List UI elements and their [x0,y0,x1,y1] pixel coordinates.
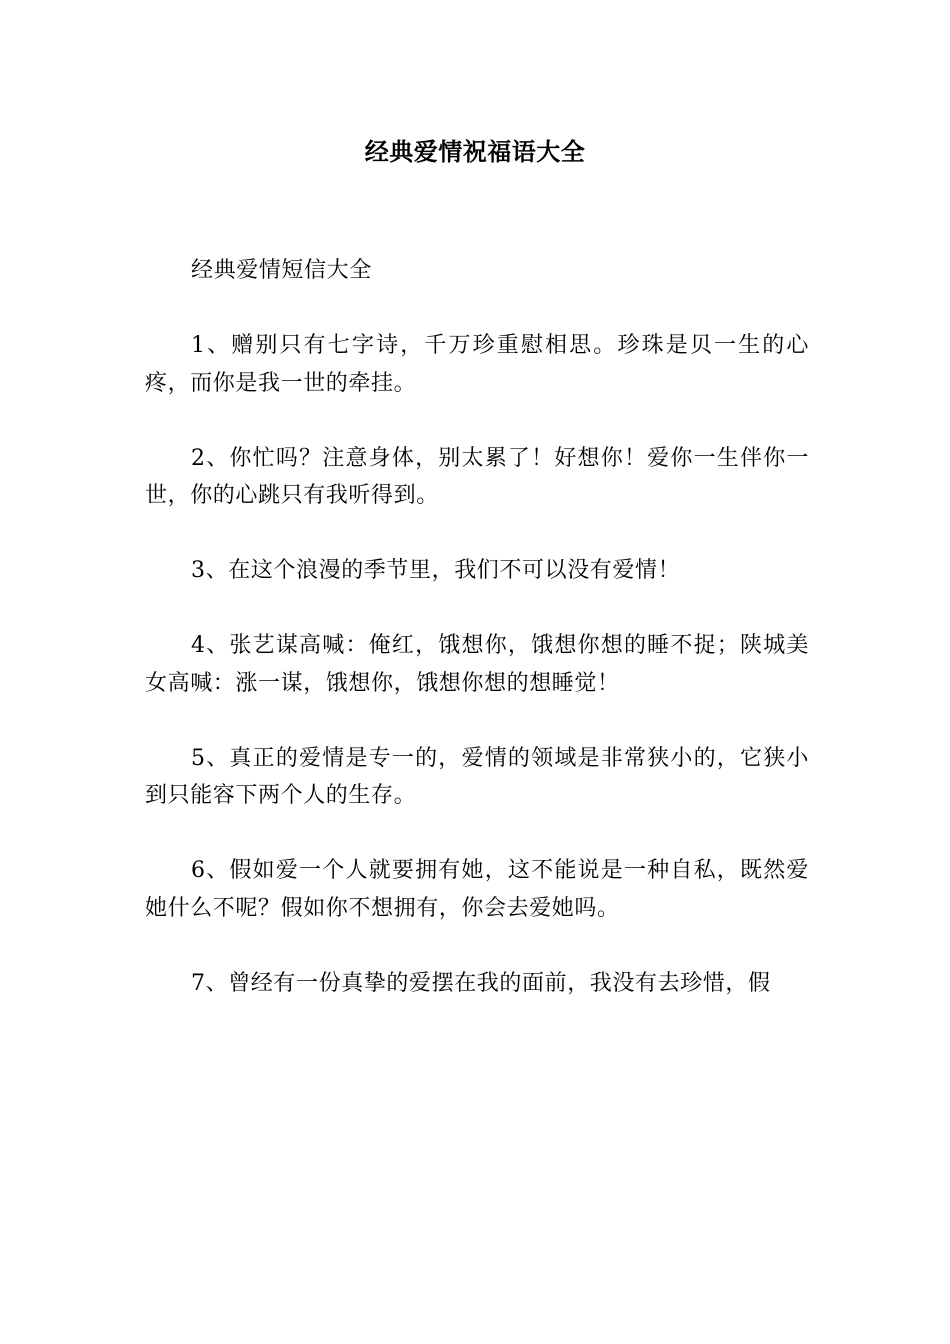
paragraph-7: 7、曾经有一份真挚的爱摆在我的面前，我没有去珍惜，假 [191,970,771,996]
paragraph-5: 5、真正的爱情是专一的，爱情的领域是非常狭小的，它狭小到只能容下两个人的生存。 [145,745,809,808]
paragraph-4: 4、张艺谋高喊：俺红，饿想你，饿想你想的睡不捉；陕城美女高喊：涨一谋，饿想你，饿想你想的想睡觉！ [145,633,809,696]
section-heading: 经典爱情短信大全 [191,258,372,283]
paragraph-1: 1、赠别只有七字诗，千万珍重慰相思。珍珠是贝一生的心疼，而你是我一世的牵挂。 [145,333,809,396]
paragraph-6: 6、假如爱一个人就要拥有她，这不能说是一种自私，既然爱她什么不呢？假如你不想拥有，你会去爱她吗。 [145,858,809,921]
document-title: 经典爱情祝福语大全 [364,137,586,166]
paragraph-3: 3、在这个浪漫的季节里，我们不可以没有爱情！ [191,558,681,583]
document-body [145,252,809,1002]
paragraph-2: 2、你忙吗？注意身体，别太累了！好想你！爱你一生伴你一世，你的心跳只有我听得到。 [145,445,809,508]
